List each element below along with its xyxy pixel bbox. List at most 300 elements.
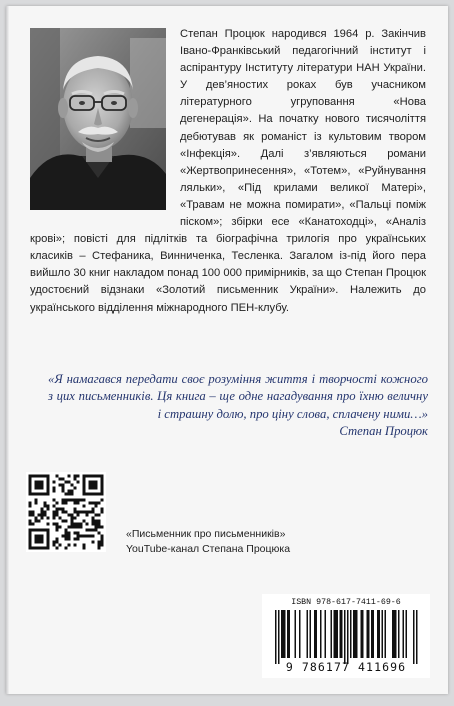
qr-module [98, 532, 101, 535]
qr-module [98, 547, 101, 550]
qr-module [71, 490, 74, 493]
qr-module [44, 511, 47, 514]
qr-module [29, 541, 32, 544]
qr-module [71, 523, 74, 526]
qr-module [89, 493, 92, 496]
qr-module [101, 493, 104, 496]
qr-module [35, 502, 38, 505]
qr-module [47, 478, 50, 481]
qr-module [29, 511, 32, 514]
qr-module [95, 481, 98, 484]
qr-module [101, 487, 104, 490]
qr-module [83, 478, 86, 481]
qr-module [92, 484, 95, 487]
qr-module [83, 547, 86, 550]
qr-module [44, 529, 47, 532]
barcode-bar [379, 610, 381, 658]
qr-module [95, 526, 98, 529]
qr-module [38, 493, 41, 496]
barcode-bar [356, 610, 358, 658]
barcode-bar [377, 610, 379, 658]
qr-module [47, 490, 50, 493]
qr-module [101, 484, 104, 487]
qr-module [29, 487, 32, 490]
qr-module [71, 514, 74, 517]
qr-module [101, 475, 104, 478]
qr-module [71, 493, 74, 496]
qr-module [32, 547, 35, 550]
qr-module [59, 544, 62, 547]
qr-module [101, 538, 104, 541]
qr-module [56, 523, 59, 526]
qr-module [89, 535, 92, 538]
qr-module [38, 481, 41, 484]
qr-module [80, 511, 83, 514]
qr-module [74, 538, 77, 541]
qr-module [41, 514, 44, 517]
qr-module [32, 475, 35, 478]
qr-module [98, 502, 101, 505]
qr-module [62, 508, 65, 511]
qr-module [53, 499, 56, 502]
barcode-bar [314, 610, 316, 658]
author-biography: Степан Процюк народився 1964 р. Закінчив Івано-Франківський педагогічний інститут і аспірантуру Інституту літератури НАН України. У дев’яностих роках був учасником літературного угруповання «Нова дегенерація». На початку нового тисячоліття дебютував як романіст із культовим твором «Інфекція». Далі з’являються романи «Жертвопринесення», «Тотем», «Руйнування ляльки», «Під крилами великої Матері», «Травам не можна помирати», «Пальці поміж піском»; збірки есе «Канатоходці», «Аналіз крові»; повісті для підлітків та біографічна трилогія про українських класиків – Стефаника, Винниченка, Тесленка. Загалом із-під його пера вийшло 30 книг накладом понад 100 000 примірників, за що Степан Процюк удостоєний відзнаки «Золотий письменник України». Належить до українського відділення міжнародного ПЕН-клубу. [30, 28, 426, 314]
qr-module [35, 499, 38, 502]
qr-module [65, 481, 68, 484]
qr-module [68, 481, 71, 484]
qr-module [56, 529, 59, 532]
qr-module [62, 487, 65, 490]
qr-module [47, 538, 50, 541]
barcode-bar [331, 610, 333, 658]
qr-module [83, 484, 86, 487]
qr-module [74, 478, 77, 481]
qr-module [95, 493, 98, 496]
qr-module [86, 511, 89, 514]
qr-module [47, 484, 50, 487]
qr-module [92, 487, 95, 490]
qr-module [56, 502, 59, 505]
barcode-bar [413, 610, 415, 664]
qr-module [41, 547, 44, 550]
qr-module [95, 487, 98, 490]
qr-module [101, 490, 104, 493]
qr-module [77, 511, 80, 514]
barcode-bar [299, 610, 301, 658]
qr-module [53, 505, 56, 508]
barcode-bar [353, 610, 355, 658]
qr-module [41, 493, 44, 496]
qr-module [101, 544, 104, 547]
author-quote [48, 371, 428, 440]
qr-module [32, 529, 35, 532]
qr-module [101, 478, 104, 481]
qr-module [83, 490, 86, 493]
qr-module [38, 535, 41, 538]
qr-module [65, 502, 68, 505]
qr-module [35, 517, 38, 520]
qr-module [80, 499, 83, 502]
qr-module [35, 487, 38, 490]
qr-module [77, 523, 80, 526]
qr-module [38, 520, 41, 523]
barcode-bar [325, 610, 327, 658]
barcode-bar [284, 610, 286, 658]
qr-module [41, 481, 44, 484]
qr-module [92, 493, 95, 496]
qr-module [74, 502, 77, 505]
qr-module [92, 529, 95, 532]
qr-module [35, 538, 38, 541]
qr-module [53, 514, 56, 517]
qr-module [98, 493, 101, 496]
qr-module [101, 499, 104, 502]
qr-module [71, 526, 74, 529]
barcode-bar [367, 610, 369, 658]
qr-module [74, 475, 77, 478]
qr-module [86, 535, 89, 538]
barcode-bar [344, 610, 346, 664]
qr-module [101, 508, 104, 511]
qr-module [29, 502, 32, 505]
qr-module [68, 538, 71, 541]
qr-module [83, 520, 86, 523]
qr-module [98, 514, 101, 517]
qr-module [89, 529, 92, 532]
qr-module [59, 484, 62, 487]
qr-module [77, 475, 80, 478]
qr-module [32, 511, 35, 514]
qr-module [29, 523, 32, 526]
barcode-bar [392, 610, 394, 658]
qr-module [41, 475, 44, 478]
qr-module [86, 493, 89, 496]
qr-module [86, 475, 89, 478]
barcode-bar [275, 610, 277, 664]
qr-module [92, 475, 95, 478]
spine-edge [6, 6, 9, 694]
qr-module [47, 544, 50, 547]
qr-module [101, 511, 104, 514]
qr-module [68, 532, 71, 535]
qr-module [32, 514, 35, 517]
qr-module [98, 541, 101, 544]
qr-module [83, 499, 86, 502]
qr-module [56, 475, 59, 478]
qr-module [62, 511, 65, 514]
barcode-bar [416, 610, 418, 664]
barcode-bar [278, 610, 280, 664]
qr-module [65, 529, 68, 532]
qr-module [68, 544, 71, 547]
qr-module [29, 538, 32, 541]
qr-module [47, 508, 50, 511]
qr-code[interactable] [26, 472, 106, 552]
qr-module [35, 493, 38, 496]
qr-module [74, 517, 77, 520]
qr-module [53, 481, 56, 484]
barcode-bar [395, 610, 397, 658]
qr-module [89, 511, 92, 514]
qr-module [53, 511, 56, 514]
barcode-bar [341, 610, 343, 658]
barcode-bar [355, 610, 357, 658]
barcode-bar [283, 610, 285, 658]
qr-module [59, 508, 62, 511]
qr-module [92, 520, 95, 523]
qr-module [95, 505, 98, 508]
barcode-bar [307, 610, 309, 658]
qr-module [83, 511, 86, 514]
qr-module [92, 502, 95, 505]
barcode-bar [316, 610, 318, 658]
qr-module [83, 493, 86, 496]
qr-module [92, 535, 95, 538]
barcode-bar [350, 610, 352, 658]
qr-module [44, 505, 47, 508]
qr-module [86, 514, 89, 517]
barcode-bar [335, 610, 337, 658]
barcode-bar [394, 610, 396, 658]
qr-module [38, 484, 41, 487]
qr-module [29, 535, 32, 538]
qr-module [89, 487, 92, 490]
qr-module [80, 535, 83, 538]
qr-module [71, 520, 74, 523]
qr-module [38, 541, 41, 544]
qr-module [86, 529, 89, 532]
barcode-bar [295, 610, 297, 658]
qr-module [65, 520, 68, 523]
qr-module [95, 529, 98, 532]
qr-module [68, 475, 71, 478]
qr-module [47, 487, 50, 490]
barcode-bar [334, 610, 336, 658]
barcode-bar [373, 610, 375, 658]
qr-module [35, 481, 38, 484]
qr-module [83, 535, 86, 538]
qr-module [47, 517, 50, 520]
barcode-bar [382, 610, 384, 658]
qr-module [41, 484, 44, 487]
qr-module [95, 484, 98, 487]
qr-module [38, 475, 41, 478]
qr-module [74, 508, 77, 511]
qr-module [47, 532, 50, 535]
qr-module [95, 502, 98, 505]
qr-module [83, 544, 86, 547]
qr-module [62, 499, 65, 502]
barcode-bar [406, 610, 408, 658]
qr-module [101, 535, 104, 538]
qr-module [59, 478, 62, 481]
barcode-digits: 9 786177 411696 [285, 660, 407, 674]
qr-module [29, 478, 32, 481]
qr-module [29, 532, 32, 535]
qr-module [89, 475, 92, 478]
qr-module [29, 520, 32, 523]
barcode-bar [320, 610, 322, 658]
qr-module [68, 499, 71, 502]
barcode-bar [362, 610, 364, 658]
qr-module [56, 511, 59, 514]
qr-module [35, 484, 38, 487]
qr-module [65, 547, 68, 550]
qr-module [77, 499, 80, 502]
qr-module [65, 499, 68, 502]
qr-module [98, 520, 101, 523]
qr-module [41, 487, 44, 490]
qr-module [80, 526, 83, 529]
qr-module [95, 520, 98, 523]
qr-module [74, 511, 77, 514]
qr-module [41, 535, 44, 538]
qr-module [41, 517, 44, 520]
book-back-cover [6, 6, 448, 694]
qr-module [35, 475, 38, 478]
quote-text: «Я намагався передати своє розуміння життя і творчості кожного з цих письменників. Ця книга – ще одне нагадування про їхню величну і страшну долю, про ціну слова, сплачену ними…» [48, 372, 428, 421]
barcode-bar [368, 610, 370, 658]
isbn-barcode [262, 594, 430, 678]
qr-module [47, 529, 50, 532]
qr-module [77, 514, 80, 517]
qr-module [68, 514, 71, 517]
qr-module [35, 547, 38, 550]
qr-module [47, 481, 50, 484]
barcode-bar [337, 610, 339, 658]
qr-module [29, 505, 32, 508]
qr-module [74, 523, 77, 526]
qr-module [92, 511, 95, 514]
qr-module [74, 544, 77, 547]
barcode-bar [281, 610, 283, 658]
qr-module [44, 547, 47, 550]
qr-module [29, 490, 32, 493]
qr-module [32, 523, 35, 526]
qr-module [38, 514, 41, 517]
qr-module [101, 481, 104, 484]
qr-module [86, 523, 89, 526]
qr-module [56, 538, 59, 541]
qr-module [77, 538, 80, 541]
qr-module [29, 529, 32, 532]
qr-module [53, 523, 56, 526]
qr-module [47, 523, 50, 526]
qr-module [44, 502, 47, 505]
qr-module [65, 511, 68, 514]
qr-module [77, 502, 80, 505]
barcode-bar [289, 610, 291, 658]
qr-module [77, 526, 80, 529]
qr-module [83, 487, 86, 490]
barcode-bar [340, 610, 342, 658]
qr-module [53, 487, 56, 490]
qr-module [38, 538, 41, 541]
qr-module [47, 475, 50, 478]
qr-module [80, 523, 83, 526]
qr-module [77, 481, 80, 484]
qr-module [47, 505, 50, 508]
qr-module [68, 490, 71, 493]
qr-module [89, 502, 92, 505]
qr-module [41, 538, 44, 541]
channel-subtitle: YouTube-канал Степана Процюка [126, 543, 291, 555]
qr-module [65, 538, 68, 541]
qr-module [29, 493, 32, 496]
qr-module [71, 517, 74, 520]
qr-module [38, 487, 41, 490]
qr-module [65, 493, 68, 496]
qr-module [47, 535, 50, 538]
qr-module [68, 535, 71, 538]
qr-module [92, 517, 95, 520]
qr-module [41, 508, 44, 511]
barcode-bar [398, 610, 400, 658]
qr-module [56, 526, 59, 529]
qr-module [71, 484, 74, 487]
qr-module [59, 517, 62, 520]
qr-module [44, 514, 47, 517]
barcode-bar [361, 610, 363, 658]
qr-module [68, 526, 71, 529]
qr-module [29, 514, 32, 517]
qr-module [62, 502, 65, 505]
qr-module [68, 493, 71, 496]
qr-module [74, 526, 77, 529]
qr-module [35, 520, 38, 523]
qr-module [56, 514, 59, 517]
qr-module [92, 481, 95, 484]
quote-author: Степан Процюк [339, 423, 428, 438]
qr-module [38, 529, 41, 532]
qr-module [98, 544, 101, 547]
qr-module [65, 535, 68, 538]
qr-module [62, 490, 65, 493]
qr-module [59, 526, 62, 529]
qr-module [83, 481, 86, 484]
qr-module [47, 493, 50, 496]
qr-module [56, 547, 59, 550]
qr-module [95, 523, 98, 526]
qr-module [53, 544, 56, 547]
qr-module [41, 529, 44, 532]
qr-module [29, 475, 32, 478]
qr-module [95, 514, 98, 517]
qr-module [32, 493, 35, 496]
qr-module [62, 484, 65, 487]
barcode-bar [403, 610, 405, 658]
qr-module [101, 541, 104, 544]
qr-module [92, 541, 95, 544]
qr-module [35, 541, 38, 544]
qr-module [29, 547, 32, 550]
qr-module [35, 535, 38, 538]
qr-module [89, 484, 92, 487]
qr-module [29, 481, 32, 484]
qr-module [56, 541, 59, 544]
qr-module [41, 541, 44, 544]
barcode-bar [347, 610, 349, 664]
qr-module [89, 481, 92, 484]
qr-module [92, 523, 95, 526]
qr-module [71, 499, 74, 502]
youtube-channel-info [126, 527, 290, 557]
barcode-bar [310, 610, 312, 658]
isbn-label: ISBN 978-617-7411-69-6 [291, 598, 401, 607]
qr-module [98, 523, 101, 526]
qr-module [98, 475, 101, 478]
qr-module [74, 532, 77, 535]
